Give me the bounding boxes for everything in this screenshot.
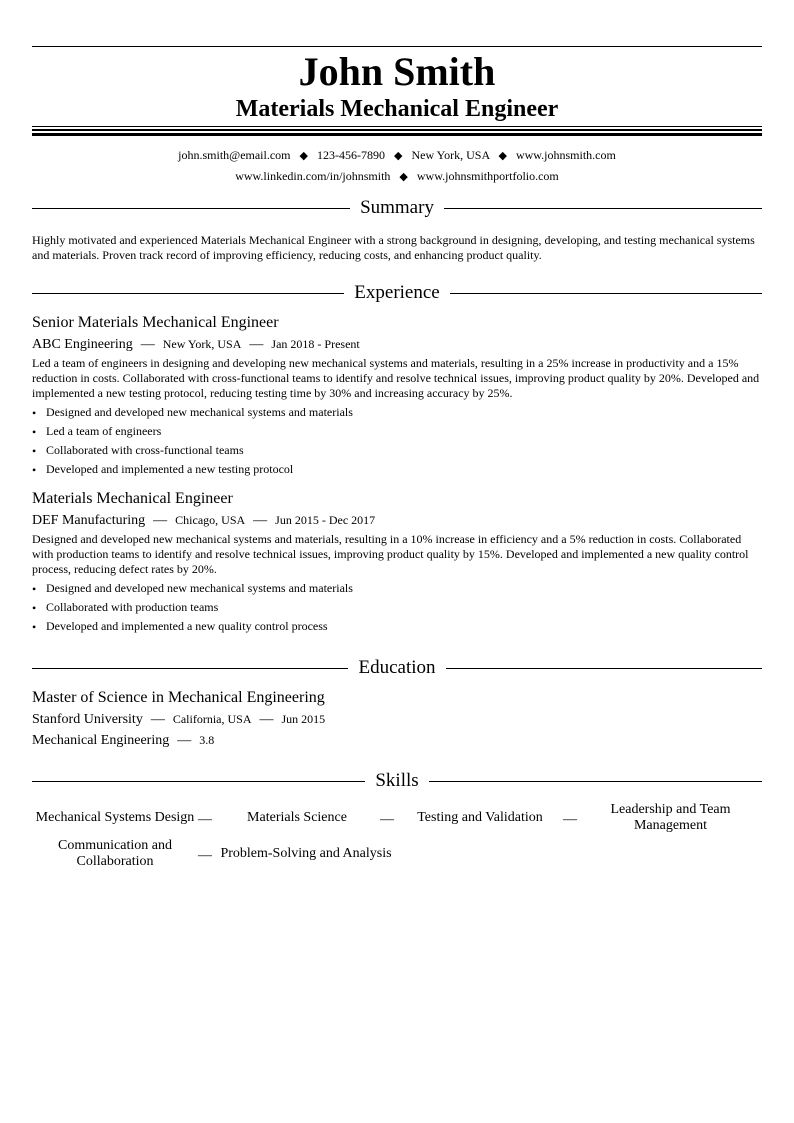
experience-heading: Experience (354, 282, 440, 303)
education-entry (32, 688, 762, 750)
diamond-separator-icon: ◆ (498, 150, 507, 162)
contact-email: john.smith@email.com (178, 148, 291, 162)
education-field-row (32, 731, 762, 750)
dash-separator: — (153, 513, 168, 528)
education-heading-row (32, 657, 762, 679)
job-title: Materials Mechanical Engineer (32, 490, 233, 507)
heading-rule-right (450, 293, 762, 294)
summary-heading-row (32, 197, 762, 219)
skill-item: Communication and Collaboration (58, 838, 172, 869)
education-meta (32, 710, 762, 729)
list-item: • Collaborated with production teams (32, 598, 762, 617)
experience-heading-row (32, 282, 762, 304)
job-description: Led a team of engineers in designing and developing new mechanical systems and materials, resulting in a 25% increase in productivity and a 15% reduction in costs. Collaborated with cross-functional teams to identify and resolve technical issues, improving product quality by 20%. Developed and implemented a new testing protocol, reducing testing time by 30% and increasing accuracy by 25%. (32, 356, 760, 400)
heading-rule-left (32, 781, 365, 782)
job-bullets (32, 579, 762, 636)
list-item: • Developed and implemented a new quality control process (32, 617, 762, 636)
dash-separator: — (198, 812, 212, 827)
education-heading: Education (358, 657, 436, 678)
skills-heading-row (32, 770, 762, 792)
candidate-title: Materials Mechanical Engineer (235, 96, 559, 122)
contact-location: New York, USA (411, 148, 490, 162)
contact-phone: 123-456-7890 (316, 148, 385, 162)
heading-rule-right (429, 781, 762, 782)
dash-separator: — (253, 513, 268, 528)
job-location: Chicago, USA (175, 513, 246, 527)
top-rule (32, 46, 762, 47)
job-meta (32, 335, 762, 354)
skill-item: Materials Science (247, 810, 347, 825)
dash-separator: — (563, 812, 577, 827)
heading-rule-left (32, 293, 344, 294)
heading-rule-right (446, 668, 762, 669)
header-rule-medium (32, 129, 762, 131)
job-company: ABC Engineering (32, 337, 133, 352)
dash-separator: — (150, 712, 165, 727)
job-bullets (32, 403, 762, 479)
job-dates: Jun 2015 - Dec 2017 (275, 513, 376, 527)
contact-line-2 (32, 166, 762, 187)
job-entry (32, 489, 762, 636)
heading-rule-right (444, 208, 762, 209)
diamond-separator-icon: ◆ (393, 150, 403, 162)
list-item: • Collaborated with cross-functional teams (32, 441, 762, 460)
contact-portfolio: www.johnsmithportfolio.com (416, 169, 559, 183)
dash-separator: — (380, 812, 394, 827)
skill-item: Problem-Solving and Analysis (220, 846, 392, 861)
job-title: Senior Materials Mechanical Engineer (32, 314, 279, 331)
job-dates: Jan 2018 - Present (271, 337, 360, 351)
contact-website: www.johnsmith.com (515, 148, 616, 162)
candidate-name: John Smith (298, 49, 496, 94)
header-rule-thin (32, 126, 762, 127)
skills-heading: Skills (375, 770, 419, 791)
list-item: • Developed and implemented a new testing protocol (32, 460, 762, 479)
list-item: • Led a team of engineers (32, 422, 762, 441)
job-location: New York, USA (162, 337, 242, 351)
contact-line-1 (32, 145, 762, 166)
heading-rule-left (32, 208, 350, 209)
list-item: • Designed and developed new mechanical systems and materials (32, 579, 762, 598)
school-name: Stanford University (32, 712, 143, 727)
job-entry (32, 313, 762, 479)
dash-separator: — (249, 337, 264, 352)
graduation-date: Jun 2015 (281, 712, 326, 726)
header-rule-thick (32, 133, 762, 136)
skills-grid (32, 802, 762, 892)
gpa-value: 3.8 (199, 733, 215, 747)
diamond-separator-icon: ◆ (299, 150, 308, 162)
resume-page (32, 0, 762, 892)
dash-separator: — (177, 733, 192, 748)
degree-title: Master of Science in Mechanical Engineering (32, 689, 325, 706)
contact-linkedin: www.linkedin.com/in/johnsmith (235, 169, 391, 183)
job-description: Designed and developed new mechanical systems and materials, resulting in a 10% increase in efficiency and a 5% reduction in costs. Collaborated with production teams to identify and resolve technical issues, improving product quality by 15%. Developed and implemented a new quality control process, reducing defect rates by 20%. (32, 532, 749, 576)
skill-item: Testing and Validation (417, 810, 543, 825)
dash-separator: — (140, 337, 155, 352)
school-location: California, USA (172, 712, 252, 726)
skill-item: Mechanical Systems Design (35, 810, 195, 825)
dash-separator: — (198, 848, 212, 863)
dash-separator: — (259, 712, 274, 727)
diamond-separator-icon: ◆ (399, 171, 408, 183)
job-meta (32, 511, 762, 530)
job-company: DEF Manufacturing (32, 513, 146, 528)
summary-heading: Summary (360, 197, 434, 218)
summary-text: Highly motivated and experienced Materials Mechanical Engineer with a strong background in designing, developing, and testing mechanical systems and materials. Proven track record of improving efficiency, reducing costs, and enhancing product quality. (32, 233, 755, 262)
heading-rule-left (32, 668, 348, 669)
list-item: • Designed and developed new mechanical systems and materials (32, 403, 762, 422)
skill-item: Leadership and Team Management (610, 802, 731, 833)
field-of-study: Mechanical Engineering (32, 733, 170, 748)
